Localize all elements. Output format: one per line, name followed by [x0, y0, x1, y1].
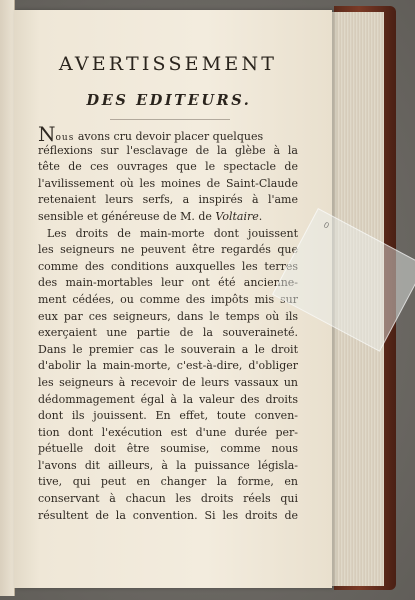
text-line: tête de ces ouvrages que le spectacle de	[38, 160, 298, 174]
paragraph-1-first-line	[38, 126, 298, 143]
title-rule	[110, 119, 230, 120]
last-line-pre: sensible et généreuse de M. de	[38, 209, 216, 223]
text-line: exerçaient une partie de la souveraineté.	[38, 326, 298, 340]
text-line: retenaient leurs serfs, a inspirés à l'ame	[38, 193, 298, 207]
drop-cap: N	[38, 126, 56, 143]
text-line: dont ils jouissent. En effet, toute conven-	[38, 409, 298, 423]
text-line: conservant à chacun les droits réels qui	[38, 492, 298, 506]
first-line-rest: avons cru devoir placer quelques	[74, 130, 264, 143]
text-line: comme des conditions auxquelles les terres	[38, 259, 298, 273]
text-line: dédommagement égal à la valeur des droits	[38, 392, 298, 406]
left-page-edge	[0, 0, 15, 596]
author-name: Voltaire	[215, 209, 259, 223]
text-line: l'avons dit ailleurs, à la puissance législa-	[38, 458, 298, 472]
text-line: les seigneurs à recevoir de leurs vassaux un	[38, 375, 298, 389]
text-line: Dans le premier cas le souverain a le droit	[38, 342, 298, 356]
text-line: résultent de la convention. Si les droits de	[38, 508, 298, 522]
page-subtitle: DES EDITEURS.	[86, 92, 252, 109]
text-line: eux par ces seigneurs, dans le temps où ils	[38, 309, 298, 323]
text-line: pétuelle doit être soumise, comme nous	[38, 442, 298, 456]
text-line: d'abolir la main-morte, c'est-à-dire, d'obliger	[38, 359, 298, 373]
small-caps: ous	[55, 133, 75, 143]
ruler-mark: 0	[321, 220, 331, 231]
paragraph-1-last-line	[38, 209, 298, 226]
text-line: ment cédées, ou comme des impôts mis sur	[38, 292, 298, 306]
text-line: l'avilissement où les moines de Saint-Claude	[38, 176, 298, 190]
page-title: AVERTISSEMENT	[58, 53, 278, 75]
text-line: Les droits de main-morte dont jouissent	[47, 226, 298, 240]
text-line: réflexions sur l'esclavage de la glèbe à la	[38, 143, 298, 157]
text-line: les seigneurs ne peuvent être regardés que	[38, 243, 298, 257]
text-line: tion dont l'exécution est d'une durée per-	[38, 425, 298, 439]
text-line: tive, qui peut en changer la forme, en	[38, 475, 298, 489]
text-line: des main-mortables leur ont été ancienne-	[38, 276, 298, 290]
body-text	[38, 126, 298, 524]
last-line-post: .	[258, 209, 263, 223]
